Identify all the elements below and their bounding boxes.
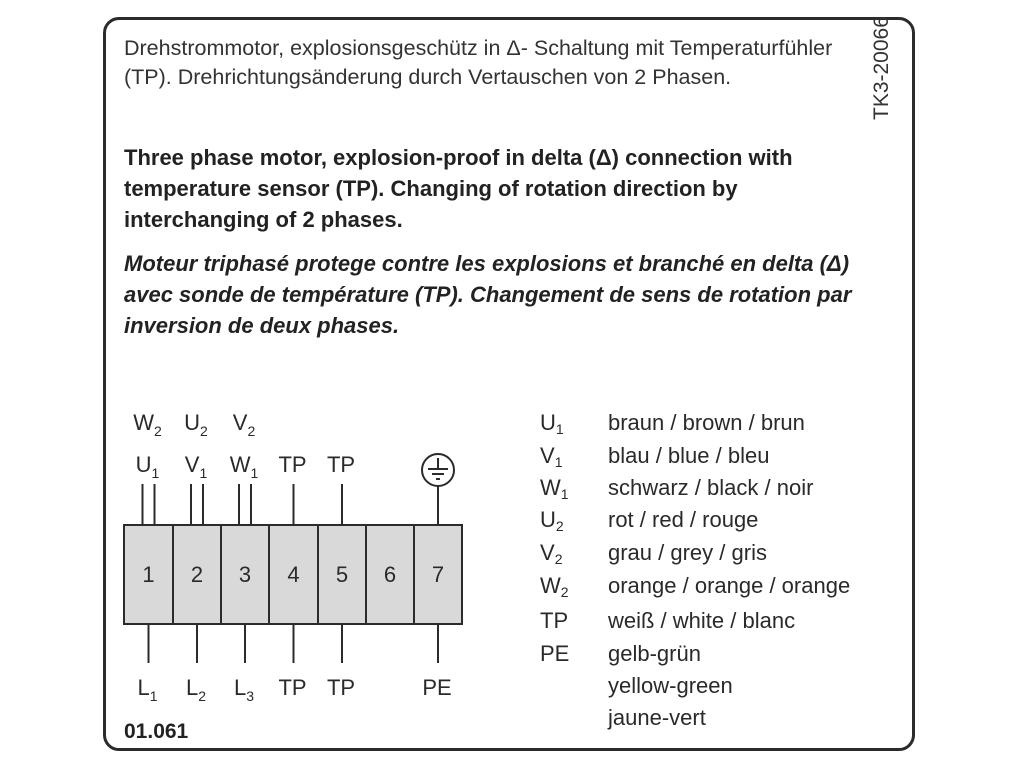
legend-code: $W_2$ [540,573,569,600]
legend-colour: gelb-grün [608,641,701,666]
terminal-number: 4 [287,562,300,587]
terminal-top-label: $W_2$ [133,410,162,439]
terminal-top-label: $V_2$ [232,410,256,439]
legend-colour: weiß / white / blanc [608,608,796,633]
legend-colour: blau / blue / bleu [608,443,770,468]
terminal-top-label: TP [326,452,356,477]
ground-icon [422,454,454,486]
terminal-top-label: $U_2$ [184,410,208,439]
terminal-number: 3 [238,562,252,587]
description-german: Drehstrommotor, explosionsgeschütz in Δ- Schaltung mit Temperaturfühler (TP). Drehrichtungsänderung durch Vertauschen von 2 Phasen. [124,36,833,89]
description-french: Moteur triphasé protege contre les explosions et branché en delta (Δ) avec sonde de température (TP). Changement de sens de rotation par inversion de deux phases. [124,251,852,338]
legend-code: $W_1$ [540,475,569,502]
terminal-number: 7 [431,562,445,587]
legend-colour: schwarz / black / noir [608,475,814,500]
terminal-number: 6 [383,562,397,587]
terminal-bottom-label: $L_2$ [185,675,207,704]
document-code: TK3-20066 [870,16,893,120]
terminal-number: 2 [190,562,204,587]
legend-code: $V_1$ [540,443,563,470]
legend-colour: braun / brown / brun [608,410,805,435]
legend-colour: rot / red / rouge [608,507,759,532]
legend-code: PE [540,641,570,666]
terminal-top-label: $W_1$ [229,452,259,481]
legend-colour: yellow-green [608,673,733,698]
legend-code: $V_2$ [540,540,563,567]
terminal-bottom-label: TP [326,675,356,700]
terminal-bottom-label: $L_1$ [137,675,158,704]
figure-number: 01.061 [124,720,189,743]
legend-colour: orange / orange / orange [608,573,851,598]
terminal-top-label: TP [278,452,307,477]
terminal-bottom-label: TP [278,675,307,700]
terminal-block [124,525,462,624]
legend-colour: grau / grey / gris [608,540,767,565]
legend-code: $U_2$ [540,507,564,534]
terminal-bottom-label: PE [422,675,452,700]
description-english: Three phase motor, explosion-proof in delta (Δ) connection with temperature sensor (TP). Changing of rotation direction by interchanging of 2 phases. [124,145,793,232]
terminal-number: 1 [142,562,155,587]
terminal-top-label: $U_1$ [135,452,160,481]
legend-code: TP [540,608,569,633]
terminal-top-label: $V_1$ [184,452,208,481]
terminal-bottom-label: $L_3$ [233,675,255,704]
legend-colour: jaune-vert [608,705,706,730]
terminal-number: 5 [335,562,349,587]
legend-code: $U_1$ [540,410,564,437]
